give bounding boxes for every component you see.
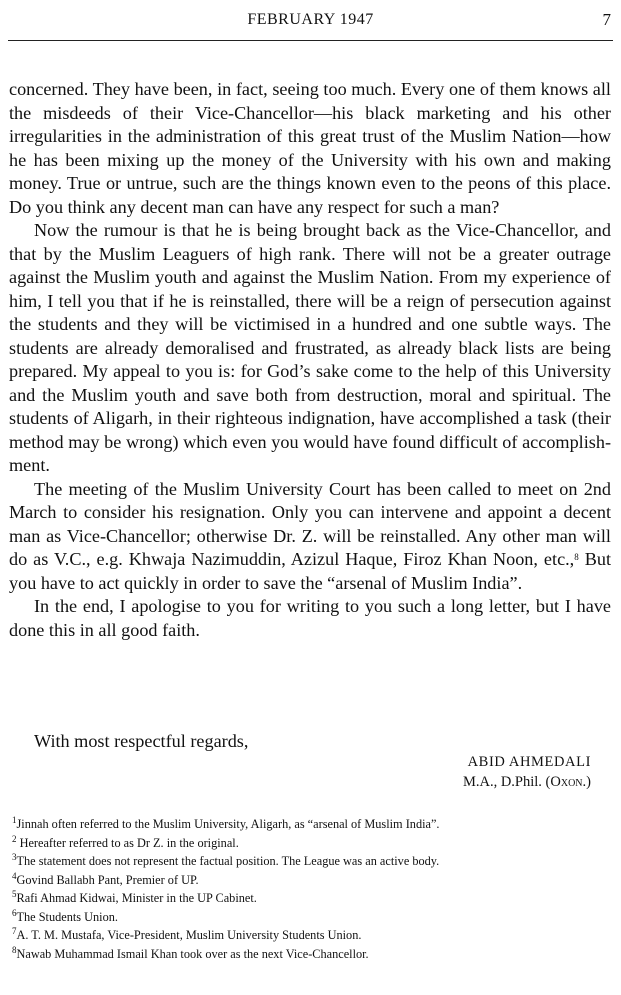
signature-block	[463, 752, 591, 792]
footnote-text: Jinnah often referred to the Muslim University, Aligarh, as “arsenal of Muslim India”.	[16, 817, 440, 831]
footnote-number: 8	[12, 944, 17, 955]
footnote-number: 2	[12, 833, 17, 844]
footnote	[12, 908, 612, 927]
footnote	[12, 815, 612, 834]
footnote-text: Nawab Muhammad Ismail Khan took over as the next Vice-Chancellor.	[16, 946, 369, 961]
header-title: FEBRUARY 1947	[247, 11, 374, 28]
signatory-name: ABID AHMEDALI	[467, 754, 591, 770]
footnote	[12, 889, 612, 908]
footnote	[12, 945, 612, 964]
footnote-number: 5	[12, 889, 17, 899]
paragraph-2: Now the rumour is that he is being brought back as the Vice-Chancellor, and that by the Muslim Leaguers of high rank. There will not be a greater outrage against the Muslim youth and against the Muslim Nation. From my experience of him, I tell you that if he is reinstalled, there will be a reign of persecution against the students and they will be victimised in a hundred and one subtle ways. The students are already demoralised and frustrated, as already black lists are being prepared. My appeal to you is: for God’s sake come to the help of this University and the Muslim youth and save both from destruction, moral and spiritual. The students of Aligarh, in their righteous indignation, have accomplished a task (their method may be wrong) which even you would have found difficult of accomplishment.	[9, 220, 611, 475]
footnote-text: A. T. M. Mustafa, Vice-President, Muslim University Students Union.	[16, 928, 362, 942]
footnote	[12, 852, 612, 871]
page-number: 7	[602, 10, 611, 29]
paragraph-4: In the end, I apologise to you for writing to you such a long letter, but I have done this in all good faith.	[9, 596, 611, 640]
paragraph-3	[9, 478, 611, 596]
footnote	[12, 871, 612, 890]
paragraph-1: concerned. They have been, in fact, seeing too much. Every one of them knows all the misdeeds of their Vice-Chancellor—his black marketing and his other irregularities in the administration of this great trust of the Muslim Nation—how he has been mixing up the money of the University with his own and making money. True or untrue, such are the things known even to the peons of this place. Do you think any decent man can have any respect for such a man?	[9, 79, 611, 217]
footnote-text: Rafi Ahmad Kidwai, Minister in the UP Cabinet.	[16, 891, 257, 905]
footnote-text: The statement does not represent the factual position. The League was an active body.	[16, 854, 440, 868]
closing-salutation: With most respectful regards,	[34, 731, 249, 751]
footnote-text: Hereafter referred to as Dr Z. in the original.	[16, 835, 239, 850]
footnote-number: 7	[12, 926, 17, 936]
paragraph-3-main: The meeting of the Muslim University Court has been called to meet on 2nd March to consider his resignation. Only you can intervene and appoint a decent man as Vice-Chancellor; otherwise Dr. Z. will be reinstalled. Any other man will do as V.C., e.g. Khwaja Nazimuddin, Azizul Haque, Firoz Khan Noon, etc.,	[9, 478, 611, 569]
header-rule	[8, 40, 613, 41]
footnote-number: 6	[12, 907, 17, 918]
footnote-number: 3	[12, 852, 17, 862]
footnote-text: The Students Union.	[16, 909, 118, 924]
degree-prefix: M.A., D.Phil. (	[462, 774, 551, 790]
letter-body	[9, 78, 611, 642]
footnote	[12, 926, 612, 945]
footnote-number: 4	[12, 870, 17, 881]
signatory-degree	[463, 772, 591, 792]
footnote-ref-8: 8	[574, 552, 579, 562]
degree-institution: Oxon.	[550, 774, 587, 790]
footnote-text: Govind Ballabh Pant, Premier of UP.	[16, 872, 199, 887]
paragraph-3-tail: But you have to act quickly in order to save the “arsenal of Muslim India”.	[9, 549, 611, 593]
footnotes	[12, 815, 612, 963]
footnote-number: 1	[12, 815, 17, 825]
running-header	[0, 0, 621, 44]
degree-suffix: )	[586, 774, 591, 790]
footnote	[12, 834, 612, 853]
